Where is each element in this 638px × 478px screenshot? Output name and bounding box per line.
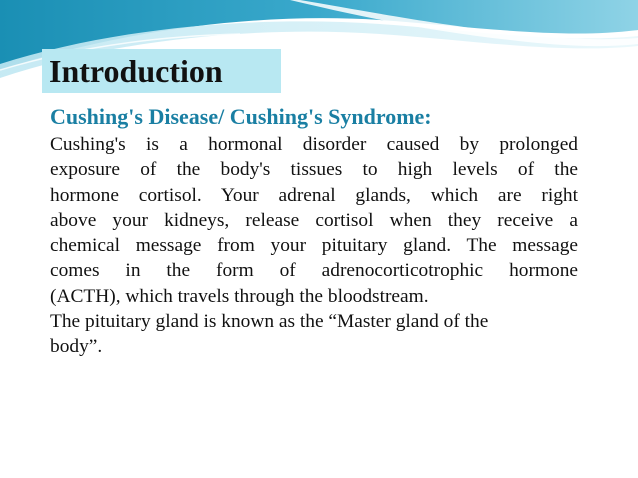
body-line: Cushing's is a hormonal disorder caused by prolonged [50, 134, 578, 155]
body-line: exposure of the body's tissues to high levels of the [50, 159, 578, 181]
body-line: hormone cortisol. Your adrenal glands, which are right [50, 184, 578, 206]
paragraph-1 [50, 132, 578, 309]
slide-subtitle: Cushing's Disease/ Cushing's Syndrome: [50, 104, 432, 129]
slide-title: Introduction [49, 53, 223, 89]
body-line: The pituitary gland is known as the “Master gland of the [50, 311, 489, 333]
body-line: comes in the form of adrenocorticotrophic hormone [50, 260, 578, 282]
body-line: body”. [50, 336, 103, 358]
body-line: chemical message from your pituitary gland. The message [50, 235, 578, 257]
body-line: above your kidneys, release cortisol when they receive a [50, 209, 578, 231]
body-text [50, 132, 578, 360]
body-line: (ACTH), which travels through the bloodstream. [50, 285, 429, 307]
paragraph-2 [50, 309, 578, 360]
